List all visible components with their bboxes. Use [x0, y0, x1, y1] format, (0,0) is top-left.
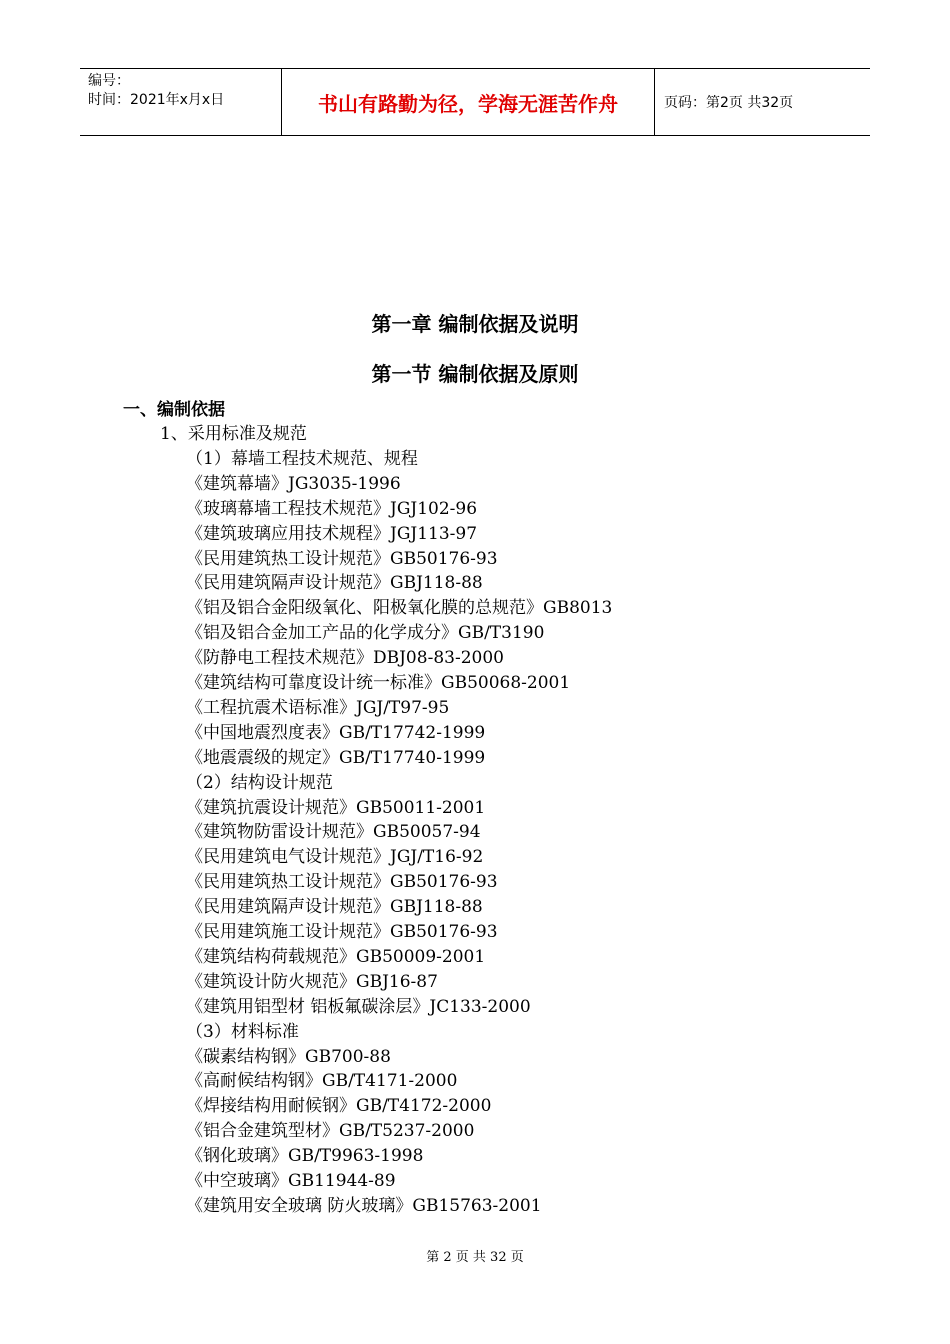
standard-item: 《建筑玻璃应用技术规程》JGJ113-97 [186, 523, 478, 544]
standard-item: 《碳素结构钢》GB700-88 [186, 1046, 391, 1067]
standard-item: 《铝合金建筑型材》GB/T5237-2000 [186, 1121, 475, 1142]
header-motto-cell [282, 69, 655, 135]
standard-item: 《建筑结构荷载规范》GB50009-2001 [186, 946, 486, 967]
standard-item: 《建筑设计防火规范》GBJ16-87 [186, 971, 438, 992]
standard-item: 《民用建筑热工设计规范》GB50176-93 [186, 548, 498, 569]
standard-item: 《高耐候结构钢》GB/T4171-2000 [186, 1071, 458, 1092]
list-heading: 1、采用标准及规范 [160, 424, 307, 444]
page-info: 页码：第2页 共32页 [664, 95, 794, 111]
page-footer: 第 2 页 共 32 页 [426, 1250, 524, 1265]
standard-item: 《焊接结构用耐候钢》GB/T4172-2000 [186, 1096, 492, 1117]
standard-item: 《民用建筑施工设计规范》GB50176-93 [186, 922, 498, 942]
standard-item: 《建筑用铝型材 铝板氟碳涂层》JC133-2000 [186, 996, 531, 1017]
time-label: 时间：2021年x月x日 [88, 92, 225, 108]
standard-item: 《建筑抗震设计规范》GB50011-2001 [186, 797, 486, 818]
standard-item: 《防静电工程技术规范》DBJ08-83-2000 [186, 648, 504, 669]
standard-item: 《民用建筑隔声设计规范》GBJ118-88 [186, 897, 483, 918]
standard-item: 《铝及铝合金加工产品的化学成分》GB/T3190 [186, 623, 545, 644]
header-meta-cell [80, 69, 282, 135]
doc-number-label: 编号： [88, 73, 130, 89]
standard-item: 《中国地震烈度表》GB/T17742-1999 [186, 722, 486, 743]
subsection-label: （2）结构设计规范 [186, 772, 333, 793]
subsection-label: （1）幕墙工程技术规范、规程 [186, 448, 418, 469]
standard-item: 《民用建筑热工设计规范》GB50176-93 [186, 872, 498, 893]
standard-item: 《钢化玻璃》GB/T9963-1998 [186, 1146, 424, 1167]
standard-item: 《建筑结构可靠度设计统一标准》GB50068-2001 [186, 673, 571, 693]
subsection-label: （3）材料标准 [186, 1021, 299, 1042]
motto-text: 书山有路勤为径，学海无涯苦作舟 [318, 91, 618, 116]
standard-item: 《地震震级的规定》GB/T17740-1999 [186, 747, 486, 768]
standard-item: 《工程抗震术语标准》JGJ/T97-95 [186, 697, 450, 718]
section-title: 第一节 编制依据及原则 [371, 362, 579, 386]
standard-item: 《玻璃幕墙工程技术规范》JGJ102-96 [186, 498, 478, 519]
header-table [80, 68, 870, 136]
header-page-cell [655, 69, 870, 135]
standard-item: 《建筑幕墙》JG3035-1996 [186, 473, 401, 494]
standard-item: 《建筑用安全玻璃 防火玻璃》GB15763-2001 [186, 1195, 542, 1216]
standard-item: 《民用建筑电气设计规范》JGJ/T16-92 [186, 847, 484, 868]
standard-item: 《中空玻璃》GB11944-89 [186, 1171, 396, 1191]
standard-item: 《民用建筑隔声设计规范》GBJ118-88 [186, 573, 483, 594]
section-heading: 一、编制依据 [123, 400, 225, 420]
chapter-title: 第一章 编制依据及说明 [371, 312, 579, 336]
standard-item: 《铝及铝合金阳级氧化、阳极氧化膜的总规范》GB8013 [186, 598, 613, 619]
standard-item: 《建筑物防雷设计规范》GB50057-94 [186, 822, 481, 843]
